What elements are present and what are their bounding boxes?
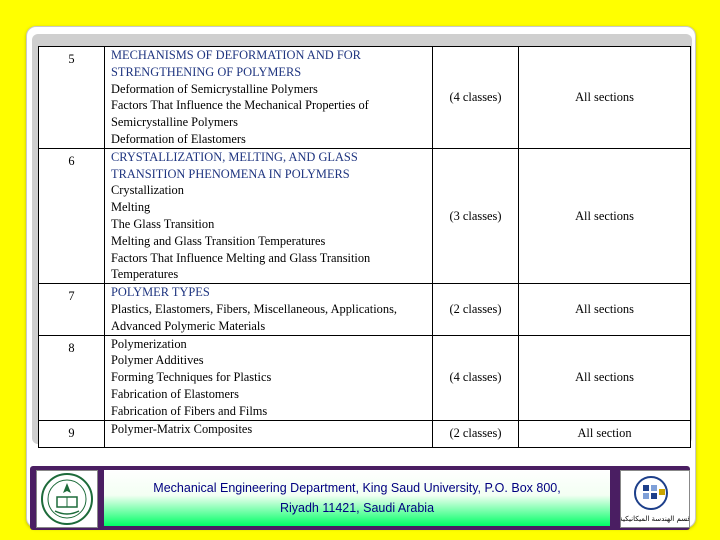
sections-label: All sections xyxy=(519,335,691,420)
department-logo-icon xyxy=(620,470,690,528)
sections-label: All sections xyxy=(519,47,691,149)
sections-label: All sections xyxy=(519,148,691,283)
footer-line-2: Riyadh 11421, Saudi Arabia xyxy=(279,501,435,515)
subtopic: Fabrication of Elastomers xyxy=(111,386,240,401)
subtopic: The Glass Transition xyxy=(111,216,215,231)
syllabus-table xyxy=(38,46,691,448)
university-logo-graphic xyxy=(37,471,97,527)
subtopic: Factors That Influence Melting and Glass Transition Temperatures xyxy=(111,250,371,282)
subtopic: Melting xyxy=(111,200,151,215)
table-row xyxy=(39,47,691,149)
subtopic: Polymerization xyxy=(111,336,187,351)
classes-count: (4 classes) xyxy=(433,335,519,420)
department-logo-graphic xyxy=(621,471,689,527)
row-number: 8 xyxy=(39,335,105,420)
table-row xyxy=(39,284,691,335)
footer-address xyxy=(104,478,610,518)
row-number: 7 xyxy=(39,284,105,335)
subtopic: Fabrication of Fibers and Films xyxy=(111,403,268,418)
subtopic: Melting and Glass Transition Temperatures xyxy=(111,233,326,248)
row-number: 5 xyxy=(39,47,105,149)
table-row xyxy=(39,148,691,283)
topic-cell xyxy=(105,335,433,420)
classes-count: (4 classes) xyxy=(433,47,519,149)
table-row xyxy=(39,335,691,420)
subtopic: Deformation of Elastomers xyxy=(111,131,246,146)
subtopic: Factors That Influence the Mechanical Properties of Semicrystalline Polymers xyxy=(111,98,369,130)
sections-label: All section xyxy=(519,420,691,447)
topic-heading: CRYSTALLIZATION, MELTING, AND GLASS TRANSITION PHENOMENA IN POLYMERS xyxy=(111,149,358,181)
sections-label: All sections xyxy=(519,284,691,335)
row-number: 6 xyxy=(39,148,105,283)
subtopic: Deformation of Semicrystalline Polymers xyxy=(111,81,318,96)
table-row xyxy=(39,420,691,447)
department-logo-label: قسم الهندسة الميكانيكية xyxy=(621,515,689,523)
topic-cell xyxy=(105,284,433,335)
subtopic: Plastics, Elastomers, Fibers, Miscellaneous, Applications, Advanced Polymeric Materials xyxy=(111,301,397,333)
topic-heading: MECHANISMS OF DEFORMATION AND FOR STRENGTHENING OF POLYMERS xyxy=(111,48,361,79)
subtopic: Polymer Additives xyxy=(111,353,204,368)
topic-cell xyxy=(105,420,433,447)
subtopic: Polymer-Matrix Composites xyxy=(111,421,253,436)
classes-count: (2 classes) xyxy=(433,284,519,335)
row-number: 9 xyxy=(39,420,105,447)
university-logo-icon xyxy=(36,470,98,528)
topic-cell xyxy=(105,148,433,283)
subtopic: Crystallization xyxy=(111,183,184,198)
subtopic: Forming Techniques for Plastics xyxy=(111,370,272,385)
classes-count: (2 classes) xyxy=(433,420,519,447)
topic-heading: POLYMER TYPES xyxy=(111,285,210,300)
topic-cell xyxy=(105,47,433,149)
footer-line-1: Mechanical Engineering Department, King Saud University, P.O. Box 800, xyxy=(153,481,561,495)
classes-count: (3 classes) xyxy=(433,148,519,283)
